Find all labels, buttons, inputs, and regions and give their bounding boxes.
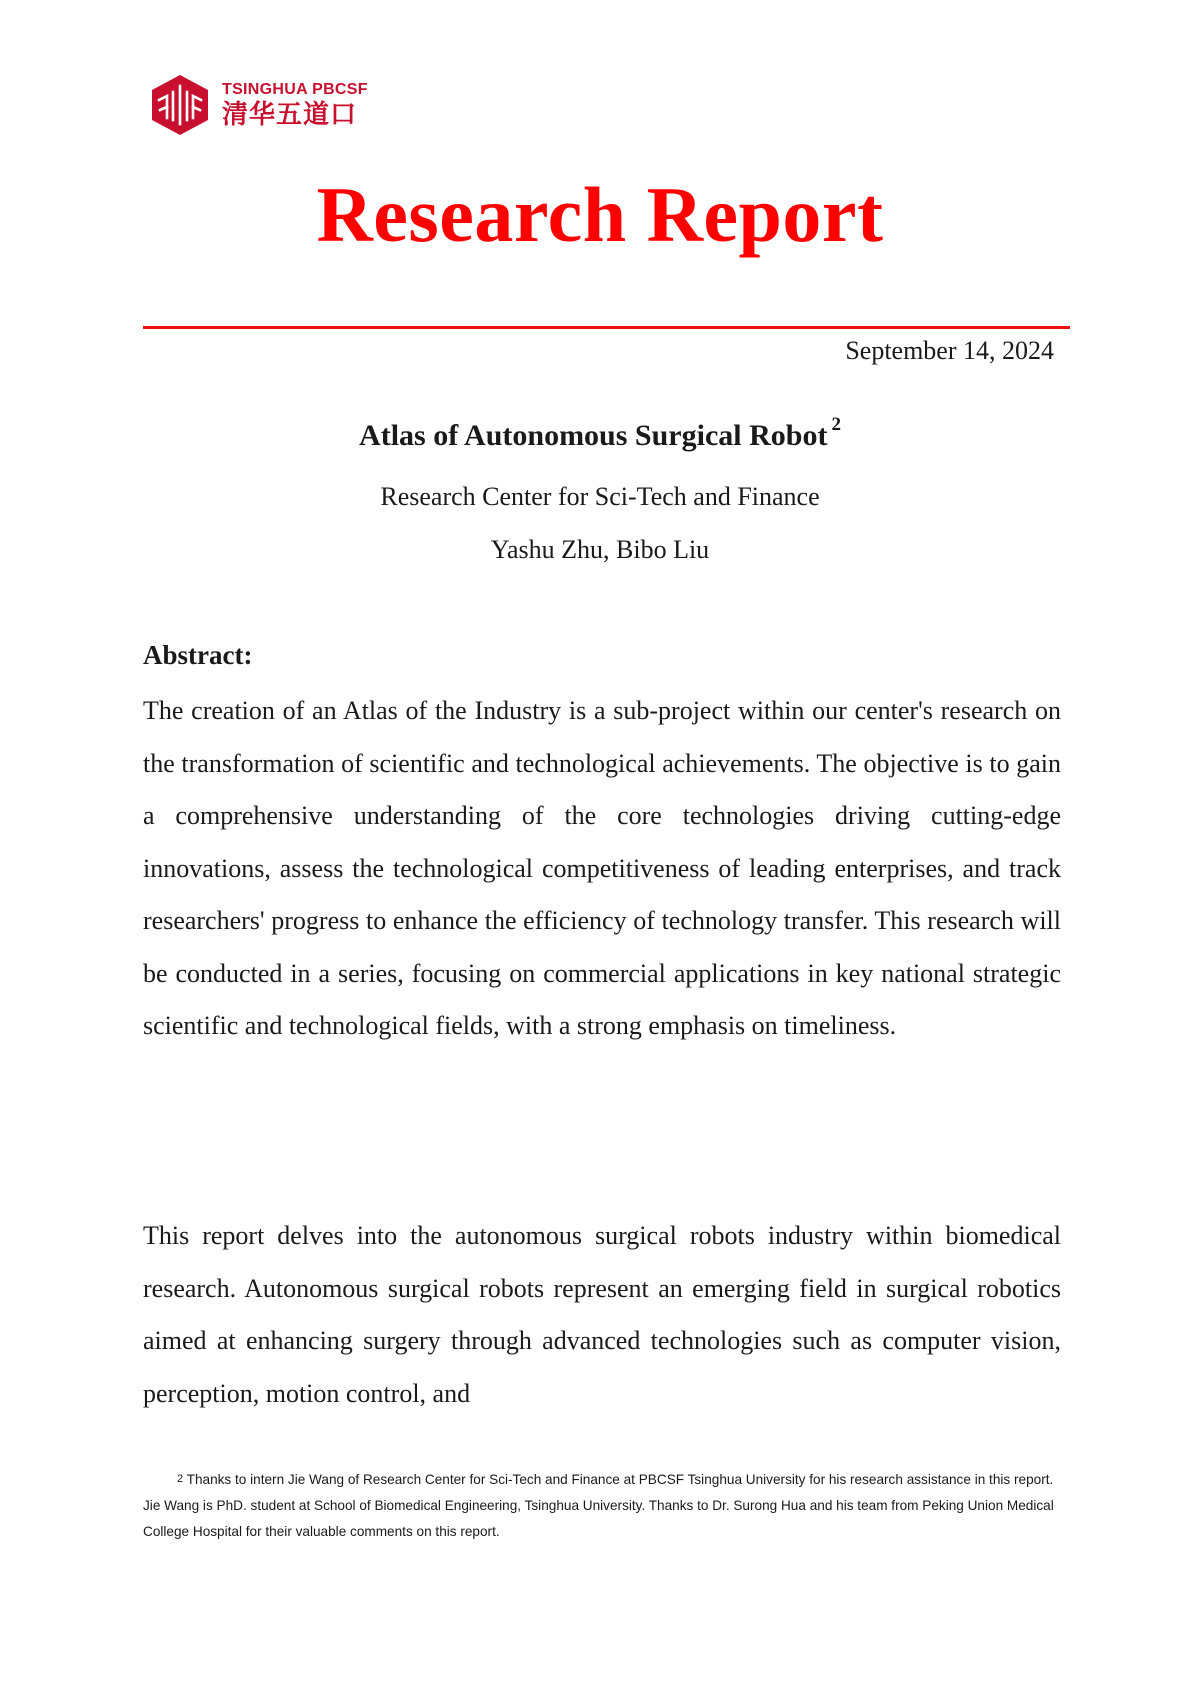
abstract-paragraph: The creation of an Atlas of the Industry is a sub-project within our center's research on the transformation of scientific and technological achievements. The objective is to gain a comprehensive understanding of the core technologies driving cutting-edge innovations, assess the technological competitiveness of leading enterprises, and track researchers' progress to enhance the efficiency of technology transfer. This research will be conducted in a series, focusing on commercial applications in key national strategic scientific and technological fields, with a strong emphasis on timeliness.	[143, 696, 1061, 1040]
footnote-text: Thanks to intern Jie Wang of Research Center for Sci-Tech and Finance at PBCSF Tsinghua University for his research assistance in this report. Jie Wang is PhD. student at School of Biomedical Engineering, Tsinghua University. Thanks to Dr. Surong Hua and his team from Peking Union Medical College Hospital for their valuable comments on this report.	[143, 1472, 1054, 1539]
tsinghua-pbcsf-logo-icon	[150, 74, 210, 136]
footnote-mark: 2	[177, 1473, 184, 1485]
report-date: September 14, 2024	[845, 336, 1054, 365]
logo	[150, 74, 368, 136]
report-title: Research Report	[316, 171, 884, 258]
authors: Yashu Zhu, Bibo Liu	[490, 535, 710, 564]
logo-chinese-text: 清华五道口	[222, 100, 358, 130]
body-paragraph: This report delves into the autonomous surgical robots industry within biomedical research. Autonomous surgical robots represent an emerging field in surgical robotics aimed at enhancing surgery through advanced technologies such as computer vision, perception, motion control, and	[143, 1221, 1061, 1408]
affiliation: Research Center for Sci-Tech and Finance	[380, 482, 820, 511]
footnote	[143, 1466, 1061, 1545]
header-divider	[143, 326, 1070, 329]
logo-english-text: TSINGHUA PBCSF	[222, 81, 368, 98]
title-footnote-mark: 2	[831, 414, 841, 435]
document-title	[0, 414, 1200, 453]
abstract-heading: Abstract:	[143, 640, 253, 670]
document-title-text: Atlas of Autonomous Surgical Robot	[359, 419, 828, 452]
